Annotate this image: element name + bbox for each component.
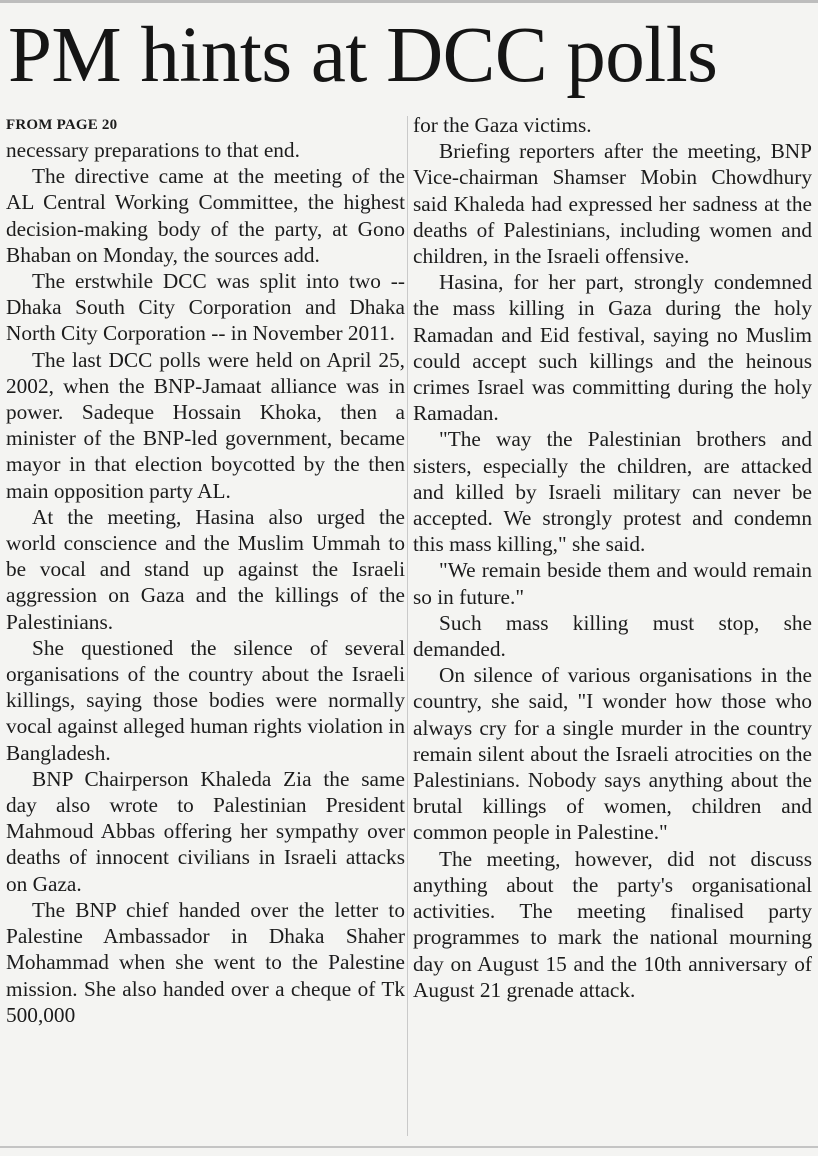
paragraph: The directive came at the meeting of the AL Central Working Committee, the highest decision-making body of the party, at Gono Bhaban on Monday, the sources add. [6,164,405,267]
paragraph: for the Gaza victims. [413,113,592,137]
paragraph: "We remain beside them and would remain so in future." [413,558,812,609]
paragraph: The erstwhile DCC was split into two -- Dhaka South City Corporation and Dhaka North City Corporation -- in November 2011. [6,269,405,346]
column-divider [407,116,408,1136]
paragraph: At the meeting, Hasina also urged the world conscience and the Muslim Ummah to be vocal and stand up against the Israeli aggression on Gaza and the killings of the Palestinians. [6,504,405,634]
top-rule [0,0,818,3]
right-column [413,112,812,1003]
paragraph: BNP Chairperson Khaleda Zia the same day also wrote to Palestinian President Mahmoud Abbas offering her sympathy over deaths of innocent civilians in Israeli attacks on Gaza. [6,766,405,896]
paragraph: The meeting, however, did not discuss anything about the party's organisational activities. The meeting finalised party programmes to mark the national mourning day on August 15 and the 10th anniversary of August 21 grenade attack. [413,846,812,1002]
paragraph: The last DCC polls were held on April 25, 2002, when the BNP-Jamaat alliance was in power. Sadeque Hossain Khoka, then a minister of the BNP-led government, became mayor in that election boycotted by the then main opposition party AL. [6,347,405,503]
headline: PM hints at DCC polls [8,12,718,99]
paragraph: "The way the Palestinian brothers and sisters, especially the children, are attacked and killed by Israeli military can never be accepted. We strongly protest and condemn this mass killing," she said. [413,427,812,557]
kicker: FROM PAGE 20 [6,117,118,133]
paragraph: necessary preparations to that end. [6,138,300,162]
paragraph: Briefing reporters after the meeting, BNP Vice-chairman Shamser Mobin Chowdhury said Khaleda had expressed her sadness at the deaths of Palestinians, including women and children, in the Israeli offensive. [413,139,812,269]
left-column [6,112,405,1028]
bottom-rule [0,1146,818,1148]
paragraph: Such mass killing must stop, she demanded. [413,610,812,662]
paragraph: Hasina, for her part, strongly condemned the mass killing in Gaza during the holy Ramadan and Eid festival, saying no Muslim could accept such killings and the heinous crimes Israel was committing during the holy Ramadan. [413,270,812,426]
paragraph: The BNP chief handed over the letter to Palestine Ambassador in Dhaka Shaher Mohammad when she went to the Palestine mission. She also handed over a cheque of Tk 500,000 [6,897,405,1027]
paragraph: On silence of various organisations in the country, she said, "I wonder how those who always cry for a single murder in the country remain silent about the Israeli atrocities on the Palestinians. Nobody says anything about the brutal killings of women, children and common people in Palestine." [413,663,812,845]
paragraph: She questioned the silence of several organisations of the country about the Israeli killings, saying those bodies were normally vocal against alleged human rights violation in Bangladesh. [6,635,405,765]
